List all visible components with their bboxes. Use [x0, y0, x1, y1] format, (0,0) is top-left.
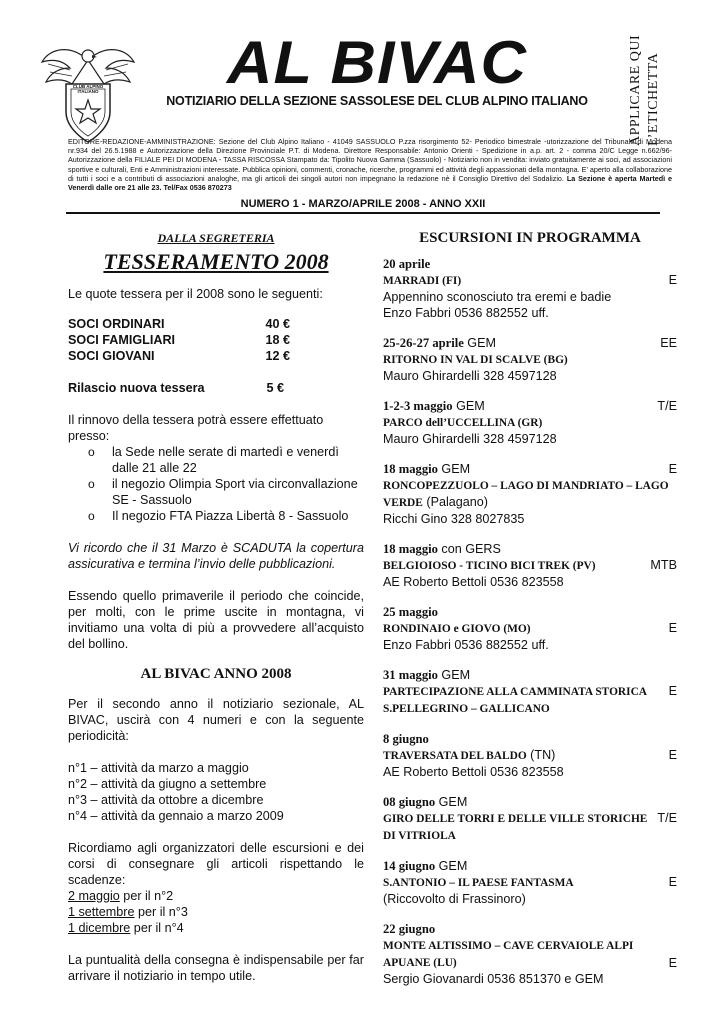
fee-name: SOCI ORDINARI	[68, 317, 165, 331]
event-date-line	[383, 794, 677, 810]
event-date-line	[383, 461, 677, 477]
newsletter-title: AL BIVAC	[226, 29, 528, 96]
newsletter-subtitle: NOTIZIARIO DELLA SEZIONE SASSOLESE DEL CLUB ALPINO ITALIANO	[166, 94, 588, 108]
event-title-wrap	[383, 874, 574, 891]
deadlines-list	[68, 888, 364, 936]
event-date-extra: GEM	[463, 336, 496, 350]
fee-name: SOCI GIOVANI	[68, 349, 155, 363]
event-date-line	[383, 604, 677, 620]
editorial-text: EDITORE-REDAZIONE-AMMINISTRAZIONE: Sezione del Club Alpino Italiano - 41049 SASSUOLO P.zza risorgimento 52- Periodico bimestrale -utorizzazione del Tribunale di Modena nr.934 del 26.5.1988 e Autorizzazione della Direzione Provinciale P.T. di Modena. Direttore Responsabile: Antonio Orienti - Spedizione in a.p. art. 2 - comma 20/C Legge n.662/96-Autorizzazione della FILIALE PEI DI MODENA - TASSA RISCOSSA Stampato da: Tipolito Nuova Gamma (Sassuolo) - Notiziario non in vendita: inviato gratuitamente ai soci, ad associazioni sportive e culturali, Enti e Amministrazioni interessate. Pubblica opinioni, commenti, cronache, ricerche, programmi ed attività degli appassionati della montagna. E' aperto alla collaborazione di tutti i soci e a contributi di associazioni analoghe, ma gli articoli dei singoli autori non impegnano la redazione nè il Consiglio Direttivo del Sodalizio.	[68, 137, 672, 183]
event-date-wrap	[383, 794, 467, 810]
event-date-wrap	[383, 667, 470, 683]
event-info: Sergio Giovanardi 0536 851370 e GEM	[383, 972, 604, 986]
event-date-wrap	[383, 858, 467, 874]
event-item	[383, 604, 677, 653]
fees-table	[68, 316, 364, 364]
event-difficulty: E	[668, 621, 677, 635]
fee-row	[68, 316, 364, 332]
event-info: Enzo Fabbri 0536 882552 uff.	[383, 638, 549, 652]
event-title-wrap	[383, 683, 653, 717]
deadline-date: 2 maggio	[68, 889, 120, 903]
section-headline: TESSERAMENTO 2008	[103, 249, 329, 274]
event-title: MARRADI (FI)	[383, 275, 462, 287]
event-title-wrap	[383, 810, 653, 844]
event-title: RITORNO IN VAL DI SCALVE (BG)	[383, 354, 568, 366]
address-label-area	[626, 28, 670, 148]
event-date-wrap	[383, 541, 501, 557]
event-item	[383, 921, 677, 987]
event-title-wrap	[383, 272, 461, 289]
periods-list	[68, 760, 364, 824]
list-item: o Il negozio FTA Piazza Libertà 8 - Sassuolo	[112, 508, 364, 524]
event-title-line	[383, 351, 677, 368]
event-info: AE Roberto Bettoli 0536 823558	[383, 575, 564, 589]
event-difficulty: E	[668, 748, 677, 762]
fee-row	[68, 380, 364, 396]
event-title-wrap	[383, 620, 531, 637]
issue-line: NUMERO 1 - MARZO/APRILE 2008 - ANNO XXII	[240, 198, 486, 210]
cai-logo	[40, 38, 136, 148]
event-item	[383, 667, 677, 717]
fee-name: SOCI FAMIGLIARI	[68, 333, 176, 347]
event-date-line	[383, 731, 677, 747]
event-date-line	[383, 398, 677, 414]
list-item: o la Sede nelle serate di martedì e venerdì dalle 21 alle 22	[112, 444, 364, 476]
event-title-line	[383, 683, 677, 717]
list-item	[68, 920, 364, 936]
event-title-wrap	[383, 351, 568, 368]
event-date-extra: GEM	[435, 859, 468, 873]
section-kicker: DALLA SEGRETERIA	[157, 231, 275, 245]
event-date-extra: GEM	[437, 668, 471, 682]
event-date: 31 maggio	[383, 668, 438, 682]
event-title-line	[383, 747, 677, 764]
fee-row	[68, 348, 364, 364]
deadline-issue: per il n°4	[130, 921, 184, 935]
event-difficulty: MTB	[650, 558, 677, 572]
event-title-line	[383, 272, 677, 289]
event-title-line	[383, 414, 677, 431]
event-difficulty: EE	[660, 336, 677, 350]
excursions-title: ESCURSIONI IN PROGRAMMA	[419, 230, 641, 246]
event-date: 25-26-27 aprile	[383, 336, 464, 350]
event-item	[383, 731, 677, 780]
event-date-line	[383, 335, 677, 351]
list-item: n°3 – attività da ottobre a dicembre	[68, 793, 264, 807]
editorial-hours: La Sezione è aperta Martedì e Venerdì dalle ore 21 alle 23. Tel/Fax 0536 870273	[68, 173, 672, 193]
events-list	[383, 256, 677, 987]
places-list	[68, 444, 364, 524]
event-difficulty: E	[668, 956, 677, 970]
event-item	[383, 461, 677, 527]
event-title: PARCO dell’UCCELLINA (GR)	[383, 417, 543, 429]
event-title: MONTE ALTISSIMO – CAVE CERVAIOLE ALPI APUANE (LU)	[383, 940, 634, 969]
event-info: Ricchi Gino 328 8027835	[383, 512, 525, 526]
event-info: Enzo Fabbri 0536 882552 uff.	[383, 306, 549, 320]
event-item	[383, 794, 677, 844]
left-column	[68, 230, 364, 984]
event-date-wrap	[383, 604, 438, 620]
event-item	[383, 398, 677, 447]
deadline-text: Ricordiamo agli organizzatori delle escursioni e dei corsi di consegnare gli articoli rispettando le scadenze:	[68, 841, 364, 887]
event-date: 18 maggio	[383, 542, 438, 556]
event-title-line	[383, 557, 677, 574]
event-title-wrap	[383, 557, 596, 574]
event-date-extra: GEM	[437, 462, 471, 476]
event-title-extra: (Palagano)	[422, 495, 488, 509]
event-item	[383, 256, 677, 321]
event-item	[383, 858, 677, 907]
fee-price: 18 €	[265, 333, 290, 347]
event-date: 8 giugno	[383, 732, 429, 746]
event-date: 1-2-3 maggio	[383, 399, 453, 413]
masthead	[142, 29, 612, 108]
event-title-wrap	[383, 414, 542, 431]
event-date-line	[383, 858, 677, 874]
logo-text: CLUB ALPINO ITALIANO	[72, 84, 104, 94]
event-date-wrap	[383, 731, 429, 747]
event-date-line	[383, 921, 677, 937]
closing-text: La puntualità della consegna è indispensabile per far arrivare il notiziario in tempo utile.	[68, 953, 364, 983]
spring-text: Essendo quello primaverile il periodo che coincide, per molti, con le prime uscite in montagna, vi invitiamo una volta di più a provvedere all’acquisto del bollino.	[68, 589, 364, 651]
event-date-wrap	[383, 256, 430, 272]
list-item: o il negozio Olimpia Sport via circonvallazione SE - Sassuolo	[112, 476, 364, 508]
fees-intro: Le quote tessera per il 2008 sono le seguenti:	[68, 287, 323, 301]
event-title: PARTECIPAZIONE ALLA CAMMINATA STORICA S.PELLEGRINO – GALLICANO	[383, 686, 647, 715]
event-date: 14 giugno	[383, 859, 436, 873]
event-date: 08 giugno	[383, 795, 436, 809]
deadline-date: 1 settembre	[68, 905, 135, 919]
list-item	[68, 904, 364, 920]
section-title-bivac: AL BIVAC ANNO 2008	[140, 666, 292, 682]
label-line-1: APPLICARE QUI	[628, 34, 643, 146]
event-title: RONDINAIO e GIOVO (MO)	[383, 623, 531, 635]
event-date-line	[383, 667, 677, 683]
fee-price: 12 €	[265, 349, 290, 363]
event-difficulty: E	[668, 684, 677, 698]
event-date-line	[383, 541, 677, 557]
editorial-info	[68, 137, 672, 192]
event-title: BELGIOIOSO - TICINO BICI TREK (PV)	[383, 560, 596, 572]
event-title-line	[383, 874, 677, 891]
deadline-issue: per il n°2	[119, 889, 174, 903]
event-info: Appennino sconosciuto tra eremi e badie	[383, 290, 612, 304]
renewal-fee	[68, 380, 364, 396]
event-difficulty: T/E	[657, 811, 677, 825]
event-date-wrap	[383, 461, 470, 477]
event-title-wrap	[383, 937, 653, 971]
event-date-line	[383, 256, 677, 272]
event-date-wrap	[383, 335, 496, 351]
event-title-line	[383, 810, 677, 844]
event-info: AE Roberto Bettoli 0536 823558	[383, 765, 564, 779]
event-date-wrap	[383, 398, 485, 414]
event-info: Mauro Ghirardelli 328 4597128	[383, 432, 557, 446]
event-date-extra: GEM	[435, 795, 468, 809]
event-date: 22 giugno	[383, 922, 436, 936]
event-date-extra: GEM	[452, 399, 485, 413]
deadline-date: 1 dicembre	[68, 921, 131, 935]
list-item: n°4 – attività da gennaio a marzo 2009	[68, 809, 284, 823]
event-title-extra: (TN)	[526, 748, 556, 762]
event-date-wrap	[383, 921, 435, 937]
header-rule	[66, 212, 660, 214]
event-info: (Riccovolto di Frassinoro)	[383, 892, 526, 906]
fee-row	[68, 332, 364, 348]
event-date: 25 maggio	[383, 605, 438, 619]
event-title-wrap	[383, 477, 677, 511]
event-item	[383, 335, 677, 384]
renew-text: Il rinnovo della tessera potrà essere effettuato presso:	[68, 413, 324, 443]
insurance-reminder: Vi ricordo che il 31 Marzo è SCADUTA la copertura assicurativa e termina l’invio delle pubblicazioni.	[68, 541, 364, 571]
periodicity-text: Per il secondo anno il notiziario sezionale, AL BIVAC, uscirà con 4 numeri e con la seguente periodicità:	[68, 697, 364, 743]
event-difficulty: E	[668, 273, 677, 287]
event-date: 20 aprile	[383, 257, 431, 271]
event-date: 18 maggio	[383, 462, 438, 476]
event-date-extra: con GERS	[437, 542, 501, 556]
event-title-line	[383, 620, 677, 637]
label-line-2: L’ETICHETTA	[646, 52, 661, 146]
event-title: S.ANTONIO – IL PAESE FANTASMA	[383, 877, 574, 889]
event-difficulty: E	[668, 462, 677, 476]
list-item: n°2 – attività da giugno a settembre	[68, 777, 267, 791]
list-item	[68, 888, 364, 904]
fee-price: 5 €	[266, 381, 284, 395]
event-title-line	[383, 937, 677, 971]
event-title: RONCOPEZZUOLO – LAGO DI MANDRIATO – LAGO VERDE	[383, 480, 669, 509]
event-title-line	[383, 477, 677, 511]
event-item	[383, 541, 677, 590]
list-item: n°1 – attività da marzo a maggio	[68, 761, 249, 775]
event-title: TRAVERSATA DEL BALDO	[383, 750, 527, 762]
event-title: GIRO DELLE TORRI E DELLE VILLE STORICHE DI VITRIOLA	[383, 813, 648, 842]
fee-price: 40 €	[265, 317, 290, 331]
deadline-issue: per il n°3	[134, 905, 188, 919]
event-title-wrap	[383, 747, 555, 764]
event-difficulty: E	[668, 875, 677, 889]
right-column	[383, 230, 677, 987]
fee-name: Rilascio nuova tessera	[68, 381, 205, 395]
event-info: Mauro Ghirardelli 328 4597128	[383, 369, 557, 383]
event-difficulty: T/E	[657, 399, 677, 413]
